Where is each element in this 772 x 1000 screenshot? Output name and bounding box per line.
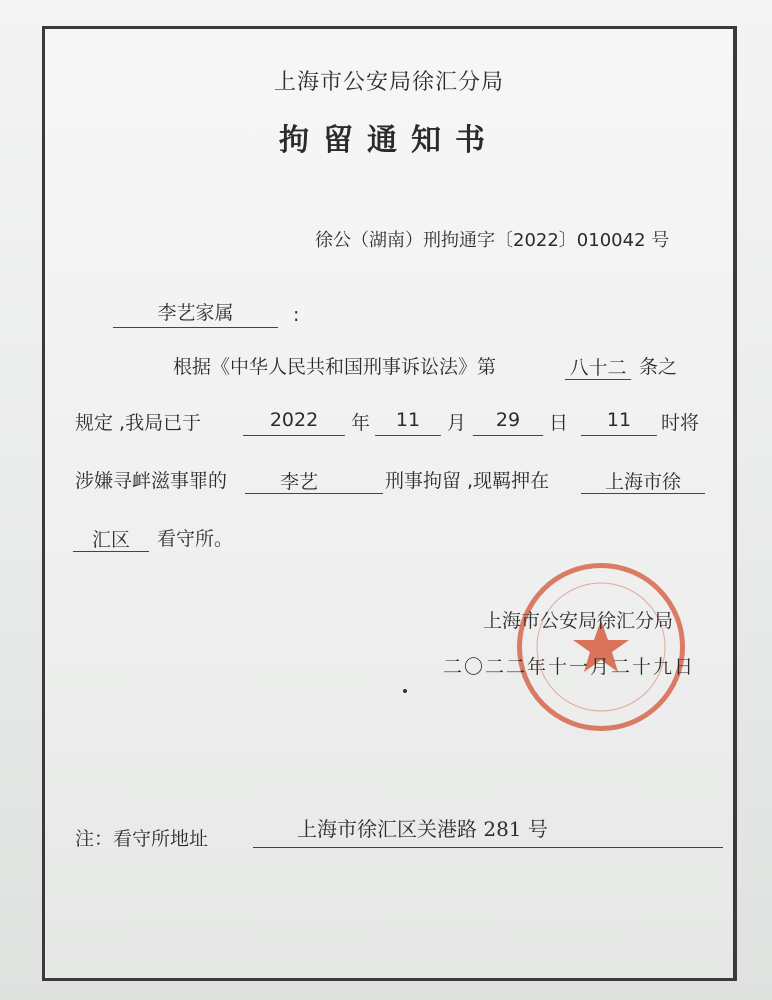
year-unit: 年: [351, 412, 371, 434]
location-part1: 上海市徐: [604, 471, 681, 493]
location-part2: 汇区: [91, 529, 130, 551]
notice-document: [42, 26, 737, 981]
note-label: 注：看守所地址: [75, 828, 209, 850]
addressee-field: [113, 301, 278, 328]
seal-star-icon: [522, 568, 680, 726]
signing-organization: 上海市公安局徐汇分局: [483, 610, 674, 632]
hour-unit: 时将: [661, 412, 700, 434]
year-field: [243, 409, 345, 436]
article-number: 八十二: [569, 357, 627, 379]
location-field-2: [73, 525, 149, 552]
day-unit: 日: [549, 412, 569, 434]
day-field: [473, 409, 543, 436]
issuing-organization: 上海市公安局徐汇分局: [273, 70, 504, 95]
article-field: [565, 353, 631, 380]
law-reference: 根据《中华人民共和国刑事诉讼法》第: [173, 356, 497, 378]
location-field-1: [581, 467, 705, 494]
official-seal: [517, 563, 685, 731]
month-field: [375, 409, 441, 436]
document-title: 拘留通知书: [279, 123, 499, 158]
detainee-name-field: [245, 467, 383, 494]
hour-value: 11: [606, 409, 632, 431]
address-field: [253, 813, 723, 848]
hour-field: [581, 409, 657, 436]
charge-text: 涉嫌寻衅滋事罪的: [75, 470, 228, 492]
month-value: 11: [395, 409, 421, 431]
document-number: 徐公（湖南）刑拘通字〔2022〕010042 号: [315, 230, 670, 251]
detention-center-address: 上海市徐汇区关港路 281 号: [297, 817, 548, 841]
day-value: 29: [495, 409, 521, 431]
year-value: 2022: [269, 409, 319, 431]
addressee-colon: :: [293, 304, 300, 326]
line2-prefix: 规定 ,我局已于: [75, 412, 202, 434]
article-suffix: 条之: [639, 356, 678, 378]
detainee-name: 李艺: [279, 471, 318, 493]
addressee-name: 李艺家属: [157, 302, 234, 324]
ink-dot: [403, 689, 407, 693]
signing-date: 二〇二二年十一月二十九日: [443, 656, 696, 678]
month-unit: 月: [447, 412, 467, 434]
detention-text: 刑事拘留 ,现羁押在: [385, 470, 550, 492]
detention-center-suffix: 看守所。: [157, 528, 234, 550]
